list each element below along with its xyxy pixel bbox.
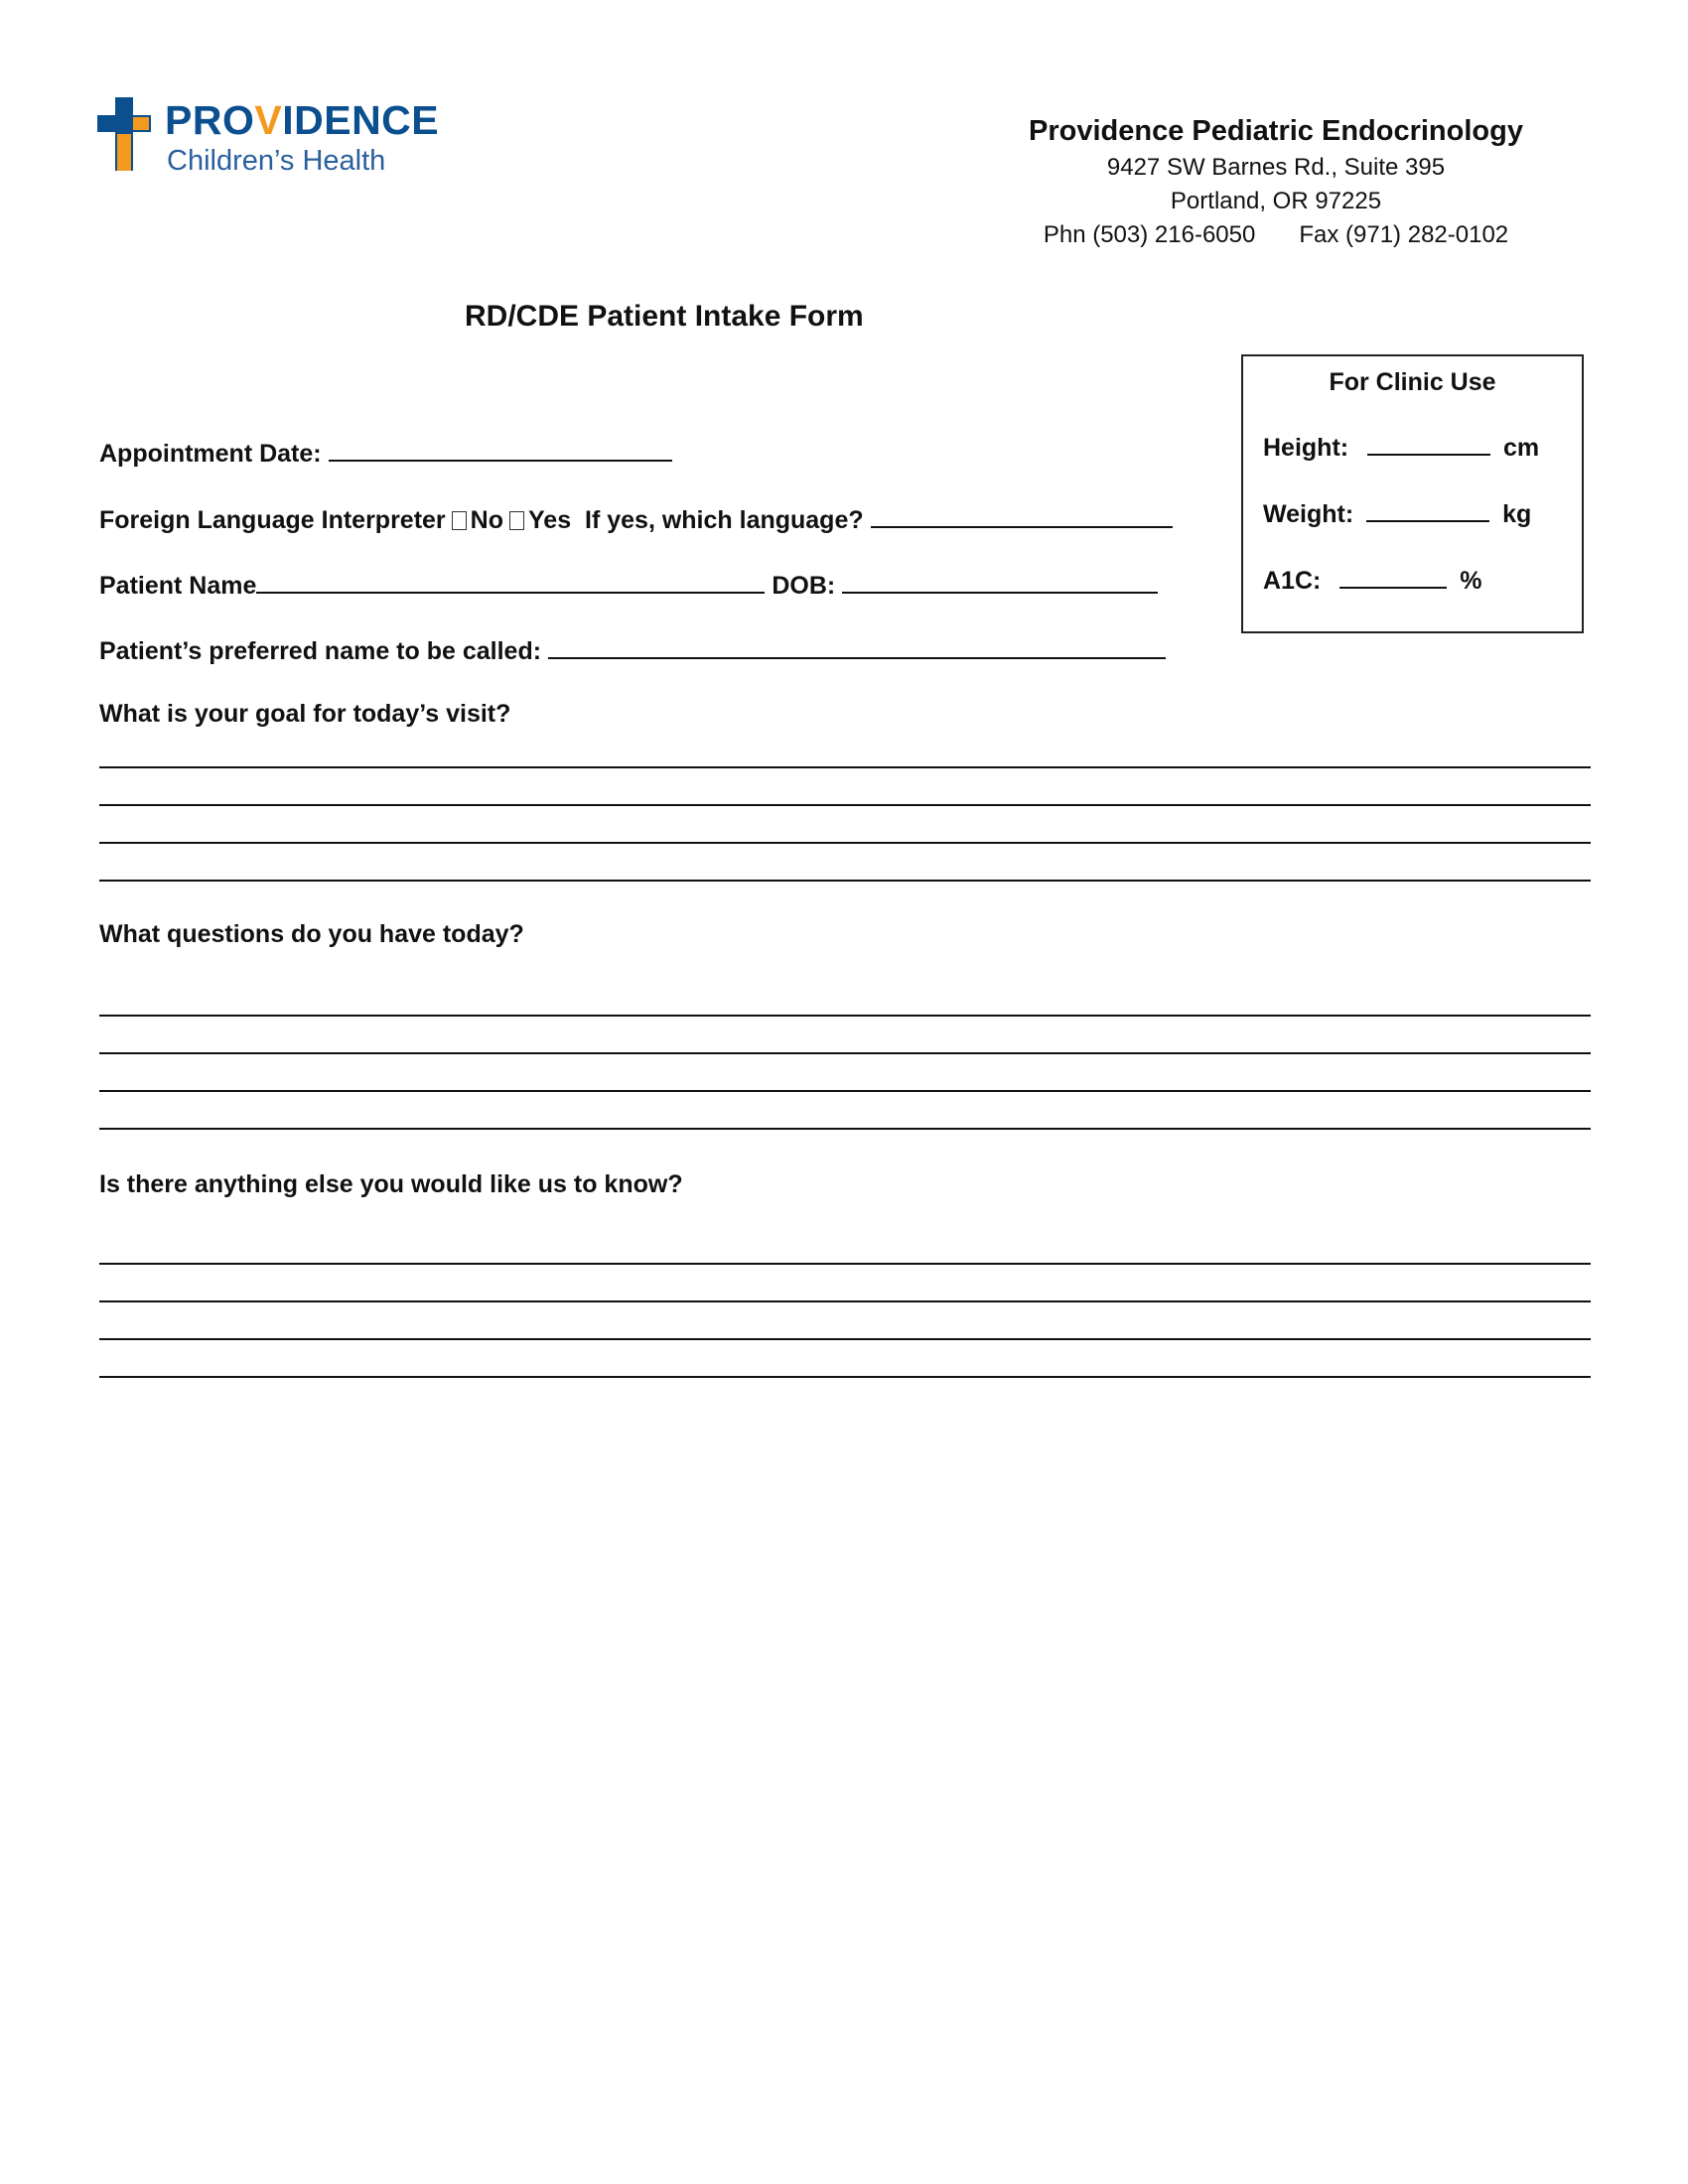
logo-subtitle: Children’s Health [167,145,386,177]
anything-else-answer-line[interactable] [99,1300,1591,1302]
interpreter-language-label: If yes, which language? [585,506,864,534]
logo-wordmark: PROVIDENCE [165,97,440,143]
preferred-name-field[interactable] [548,637,1166,659]
interpreter-yes-label: Yes [528,506,572,534]
clinic-use-box [1241,354,1584,633]
questions-question: What questions do you have today? [99,920,524,948]
providence-logo [97,97,455,181]
interpreter-language-field[interactable] [871,506,1173,528]
clinic-phone: Phn (503) 216-6050 [1043,221,1256,248]
weight-field[interactable] [1366,502,1489,522]
anything-else-answer-line[interactable] [99,1338,1591,1340]
clinic-use-title: For Clinic Use [1329,368,1496,396]
clinic-header [993,111,1559,252]
dob-label: DOB: [772,572,836,600]
a1c-row [1263,567,1481,596]
appointment-date-row [99,440,672,469]
interpreter-no-checkbox[interactable] [452,511,467,530]
interpreter-row [99,506,1173,535]
interpreter-yes-checkbox[interactable] [509,511,524,530]
cross-icon [97,97,151,171]
goal-answer-line[interactable] [99,880,1591,882]
weight-unit: kg [1502,500,1532,528]
anything-else-question: Is there anything else you would like us to know? [99,1170,683,1198]
appointment-date-field[interactable] [329,440,672,462]
interpreter-no-label: No [470,506,503,534]
appointment-date-label: Appointment Date: [99,440,322,468]
height-label: Height: [1263,434,1349,462]
clinic-fax: Fax (971) 282-0102 [1299,221,1509,248]
anything-else-answer-line[interactable] [99,1263,1591,1265]
anything-else-answer-line[interactable] [99,1376,1591,1378]
questions-answer-line[interactable] [99,1015,1591,1017]
height-field[interactable] [1367,436,1490,456]
goal-answer-line[interactable] [99,804,1591,806]
patient-name-label: Patient Name [99,572,257,600]
questions-answer-line[interactable] [99,1090,1591,1092]
clinic-contact [993,218,1559,252]
height-row [1263,434,1539,463]
clinic-name: Providence Pediatric Endocrinology [1029,115,1523,147]
clinic-address-line1: 9427 SW Barnes Rd., Suite 395 [1106,154,1446,181]
preferred-name-row [99,637,1166,666]
patient-name-field[interactable] [256,572,765,594]
a1c-label: A1C: [1263,567,1322,595]
questions-answer-line[interactable] [99,1052,1591,1054]
preferred-name-label: Patient’s preferred name to be called: [99,637,542,665]
a1c-unit: % [1460,567,1482,595]
goal-answer-line[interactable] [99,766,1591,768]
interpreter-label: Foreign Language Interpreter [99,506,446,534]
clinic-address-line2: Portland, OR 97225 [1170,188,1382,214]
weight-row [1263,500,1531,529]
questions-answer-line[interactable] [99,1128,1591,1130]
a1c-field[interactable] [1339,569,1447,589]
patient-name-row [99,572,1158,601]
goal-answer-line[interactable] [99,842,1591,844]
form-title: RD/CDE Patient Intake Form [465,300,864,333]
dob-field[interactable] [842,572,1158,594]
weight-label: Weight: [1263,500,1354,528]
height-unit: cm [1503,434,1540,462]
goal-question: What is your goal for today’s visit? [99,700,511,728]
